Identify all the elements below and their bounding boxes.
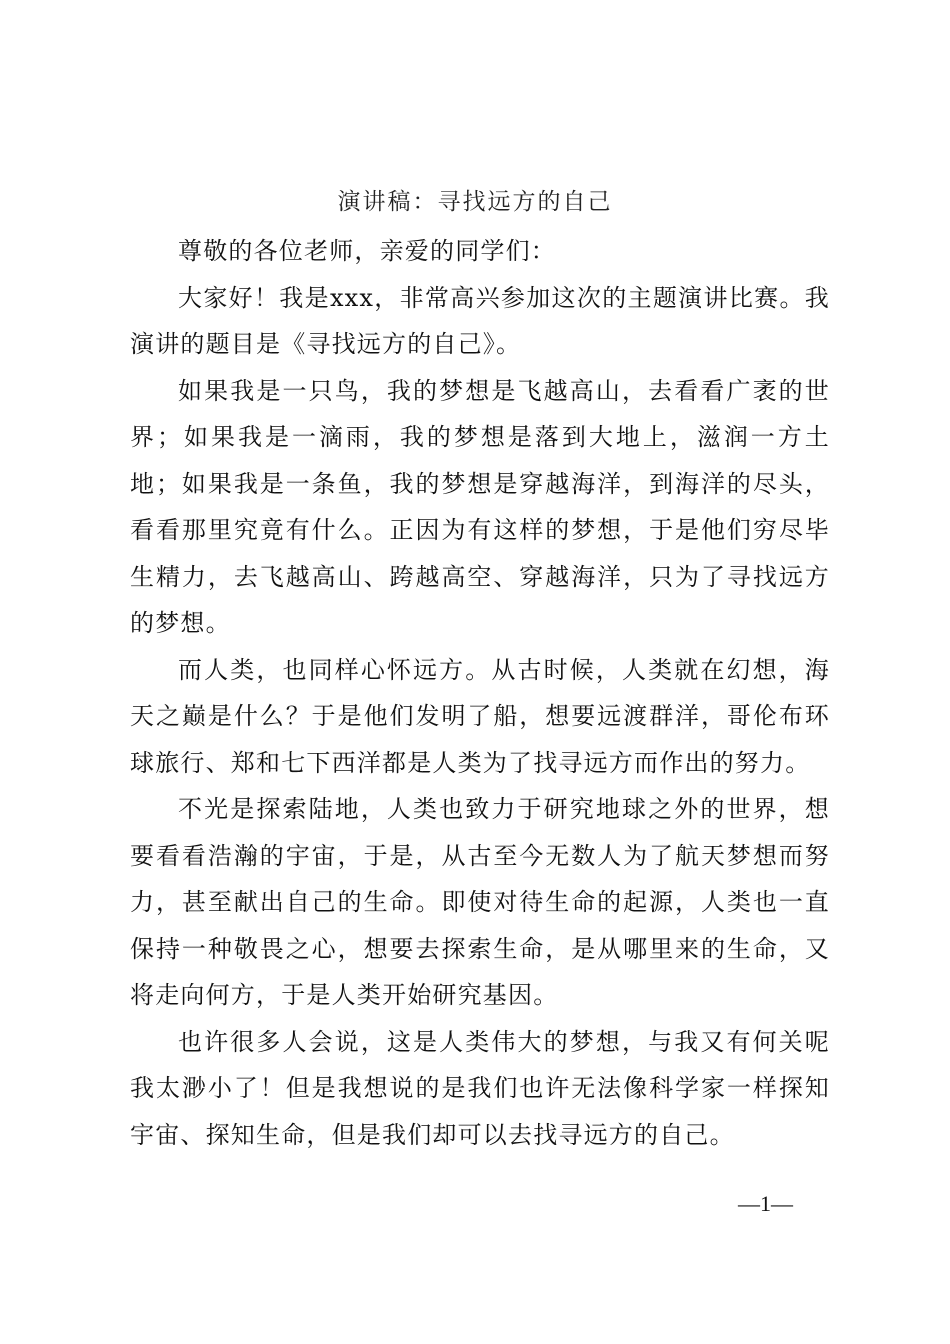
paragraph-self: 也许很多人会说，这是人类伟大的梦想，与我又有何关呢我太渺小了！但是我想说的是我们也许无法像科学家一样探知宇宙、探知生命，但是我们却可以去找寻远方的自己。 <box>130 1027 830 1149</box>
paragraph-salutation: 尊敬的各位老师，亲爱的同学们： <box>178 237 556 265</box>
paragraph-dreams: 如果我是一只鸟，我的梦想是飞越高山，去看看广袤的世界；如果我是一滴雨，我的梦想是落到大地上，滋润一方土地；如果我是一条鱼，我的梦想是穿越海洋，到海洋的尽头，看看那里究竟有什么。正因为有这样的梦想，于是他们穷尽毕生精力，去飞越高山、跨越高空、穿越海洋，只为了寻找远方的梦想。 <box>130 376 830 637</box>
page-number: —1— <box>738 1191 793 1216</box>
paragraph-introduction: 大家好！我是xxx，非常高兴参加这次的主题演讲比赛。我演讲的题目是《寻找远方的自己》。 <box>130 283 830 358</box>
document-title: 演讲稿：寻找远方的自己 <box>337 189 613 215</box>
document-body <box>130 228 830 1158</box>
paragraph-exploration: 不光是探索陆地，人类也致力于研究地球之外的世界，想要看看浩瀚的宇宙，于是，从古至今无数人为了航天梦想而努力，甚至献出自己的生命。即使对待生命的起源，人类也一直保持一种敬畏之心，想要去探索生命，是从哪里来的生命，又将走向何方，于是人类开始研究基因。 <box>130 795 830 1009</box>
paragraph-humanity: 而人类，也同样心怀远方。从古时候，人类就在幻想，海天之巅是什么？于是他们发明了船，想要远渡群洋，哥伦布环球旅行、郑和七下西洋都是人类为了找寻远方而作出的努力。 <box>130 655 830 777</box>
